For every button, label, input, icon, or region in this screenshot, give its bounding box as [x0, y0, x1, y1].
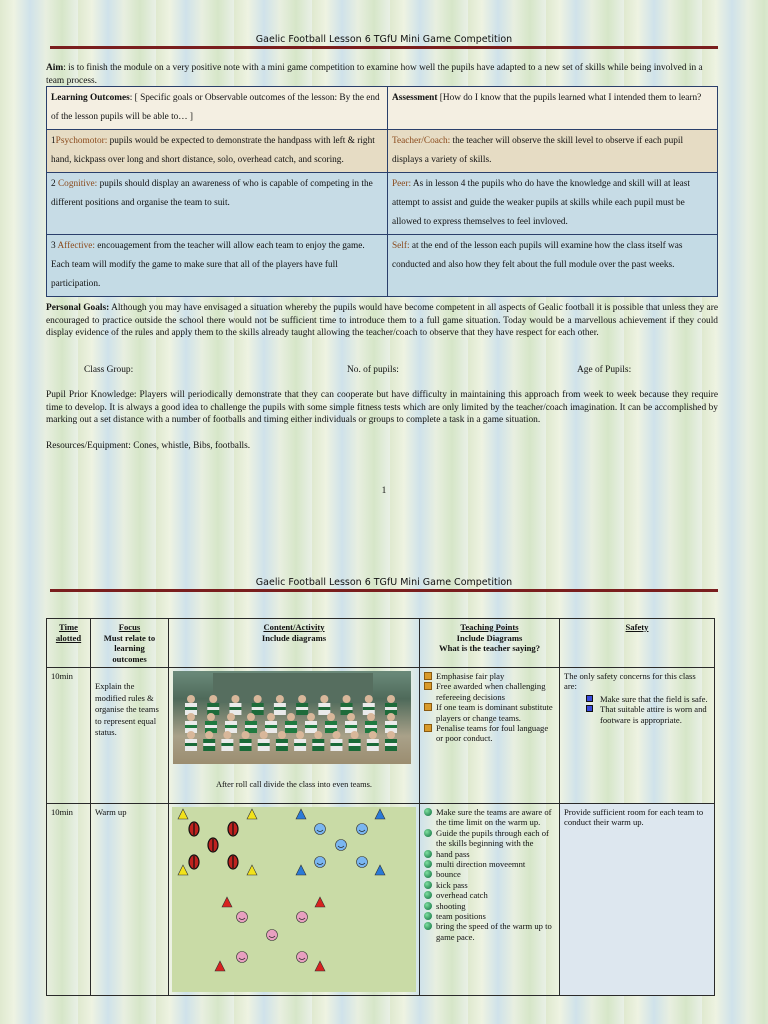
player-head: [387, 731, 395, 739]
cognitive-label: Cognitive:: [57, 179, 98, 189]
row2-tp-text: Make sure the teams are aware of the time limit on the warm up.: [436, 807, 552, 828]
affective-text: encouagement from the teacher will allow each team to enjoy the game. Each team will modify the game to make sure that all of the players have full participation.: [51, 241, 365, 289]
jersey-hoop: [367, 743, 379, 746]
row1-safety-text: That suitable attire is worn and footware is appropriate.: [600, 704, 707, 725]
bullet-ball-icon: [424, 902, 432, 910]
header-teaching: [420, 619, 560, 668]
player-head: [296, 731, 304, 739]
affective-label: Affective:: [57, 241, 95, 251]
player-face-icon: [237, 952, 248, 963]
warmup-field-diagram: [172, 807, 416, 992]
jersey-hoop: [276, 743, 288, 746]
player-head: [247, 713, 255, 721]
lo-label: Learning Outcomes: [51, 93, 130, 103]
header-safety: [560, 619, 715, 668]
player-head: [187, 731, 195, 739]
header-content-2: Include diagrams: [261, 632, 327, 643]
row2-content: [169, 804, 420, 996]
row1-safety-text: Make sure that the field is safe.: [600, 693, 708, 704]
teacher-coach-text: the teacher will observe the skill level to observe if each pupil displays a variety of skills.: [392, 136, 684, 165]
player-head: [387, 713, 395, 721]
player-head: [387, 695, 395, 703]
player-face-icon: [267, 930, 278, 941]
player-head: [223, 731, 231, 739]
row1-safety-item: [586, 704, 710, 725]
row2-tp-item: [424, 921, 555, 942]
bullet-ball-icon: [424, 891, 432, 899]
row1-tp-item: [424, 671, 555, 681]
cognitive-text: pupils should display an awareness of who is capable of competing in the different positions and organise the team to suit.: [51, 179, 373, 208]
yellow-cone-icon: [247, 865, 257, 875]
player-head: [298, 695, 306, 703]
bullet-square-icon: [424, 724, 432, 732]
jersey-hoop: [294, 743, 306, 746]
row1-time: 10min: [47, 668, 91, 804]
row1-content: [169, 668, 420, 804]
cognitive-cell: [47, 173, 388, 235]
jersey-hoop: [274, 707, 286, 710]
team-photo-figures: [173, 671, 411, 764]
teacher-coach-cell: [388, 130, 718, 173]
jersey-hoop: [205, 725, 217, 728]
header-time: [47, 619, 91, 668]
header-teaching-3: What is the teacher saying?: [438, 643, 541, 653]
bullet-blue-square-icon: [586, 705, 593, 712]
row2-tp-item: [424, 849, 555, 859]
player-head: [343, 695, 351, 703]
page-title: Gaelic Football Lesson 6 TGfU Mini Game Competition: [255, 34, 513, 45]
jersey-hoop: [363, 707, 375, 710]
num-pupils-label: No. of pupils:: [347, 365, 399, 375]
jersey-hoop: [185, 743, 197, 746]
jersey-hoop: [185, 725, 197, 728]
player-head: [254, 695, 262, 703]
row2-tp-text: hand pass: [436, 848, 470, 859]
self-label: Self:: [392, 241, 410, 251]
jersey-hoop: [305, 725, 317, 728]
row2-time: 10min: [47, 804, 91, 996]
assessment-cell: [388, 87, 718, 130]
player-head: [227, 713, 235, 721]
jersey-hoop: [312, 743, 324, 746]
row2-safety-text: Provide sufficient room for each team to conduct their warm up.: [564, 807, 704, 828]
yellow-cone-icon: [178, 809, 188, 819]
bullet-square-icon: [424, 682, 432, 690]
jersey-hoop: [385, 707, 397, 710]
player-head: [267, 713, 275, 721]
bullet-ball-icon: [424, 912, 432, 920]
row2-tp-text: Guide the pupils through each of the skills beginning with the: [436, 827, 549, 849]
red-cone-icon: [222, 897, 232, 907]
blue-cone-icon: [375, 809, 385, 819]
row2-safety: [560, 804, 715, 996]
header-focus-3: learning: [114, 643, 145, 653]
player-head: [332, 731, 340, 739]
header-time-2: alotted: [55, 632, 82, 643]
row1-focus: [91, 668, 169, 804]
player-head: [351, 731, 359, 739]
prior-text: Players will periodically demonstrate that they can cooperate but have difficulty in maintaining this approach from week to week because they require time to develop. It is always a good idea to challenge the pupils with some simple fitness tests which are only limited by the teacher/coach imagination. It can be accomplished by marking out a set distance with a number of footballs and timing either individuals or groups to complete a task in a game situation.: [46, 390, 719, 425]
row1-tp-text: Penalise teams for foul language or poor conduct.: [436, 723, 549, 744]
player-face-icon: [357, 824, 368, 835]
jersey-hoop: [207, 707, 219, 710]
player-head: [207, 713, 215, 721]
player-face-icon: [297, 912, 308, 923]
assessment-text: [How do I know that the pupils learned what I intended them to learn?: [437, 93, 702, 103]
teacher-coach-label: Teacher/Coach:: [392, 136, 451, 146]
jersey-hoop: [385, 743, 397, 746]
header-focus-2: Must relate to: [103, 632, 156, 643]
player-face-icon: [336, 840, 347, 851]
age-pupils-label: Age of Pupils:: [577, 365, 632, 375]
player-head: [314, 731, 322, 739]
player-head: [278, 731, 286, 739]
row1-safety-intro: The only safety concerns for this class are:: [564, 671, 696, 692]
resources-equipment: Resources/Equipment: Cones, whistle, Bibs, footballs.: [46, 441, 251, 451]
row2-tp-text: bring the speed of the warm up to game pace.: [436, 921, 552, 942]
row2-tp-item: [424, 828, 555, 849]
header-teaching-1: Teaching Points: [460, 622, 519, 632]
jersey-hoop: [225, 725, 237, 728]
prior-label: Pupil Prior Knowledge:: [46, 390, 137, 400]
header-safety-1: Safety: [625, 622, 649, 632]
page-number: 1: [381, 486, 387, 496]
bullet-square-icon: [424, 672, 432, 680]
row2-teaching: [420, 804, 560, 996]
psychomotor-label: Psychomotor:: [55, 136, 108, 146]
blue-cone-icon: [296, 865, 306, 875]
page2-title: Gaelic Football Lesson 6 TGfU Mini Game Competition: [255, 577, 513, 588]
player-head: [187, 695, 195, 703]
row2-tp-item: [424, 880, 555, 890]
player-head: [242, 731, 250, 739]
row2-tp-text: multi direction moveemnt: [436, 859, 526, 870]
row2-tp-item: [424, 911, 555, 921]
red-cone-icon: [215, 961, 225, 971]
player-head: [260, 731, 268, 739]
row1-safety-list: [586, 694, 710, 725]
team-photo: [173, 671, 411, 764]
psychomotor-text: pupils would be expected to demonstrate the handpass with left & right hand, kickpass over long and short distance, solo, overhead catch, and scoring.: [51, 136, 375, 165]
row1-tp-item: [424, 723, 555, 744]
learning-outcomes-table: [46, 86, 718, 297]
jersey-hoop: [265, 725, 277, 728]
player-head: [327, 713, 335, 721]
jersey-hoop: [385, 725, 397, 728]
learning-outcomes-cell: [47, 87, 388, 130]
row2-tp-text: kick pass: [436, 879, 468, 890]
class-group-label: Class Group:: [84, 365, 134, 375]
player-head: [187, 713, 195, 721]
player-head: [365, 695, 373, 703]
player-head: [307, 713, 315, 721]
player-head: [276, 695, 284, 703]
yellow-cone-icon: [178, 865, 188, 875]
psychomotor-cell: [47, 130, 388, 173]
jersey-hoop: [203, 743, 215, 746]
affective-cell: [47, 235, 388, 297]
red-cone-icon: [315, 897, 325, 907]
player-face-icon: [315, 857, 326, 868]
header-content-1: Content/Activity: [263, 622, 325, 632]
player-head: [205, 731, 213, 739]
row2-tp-text: bounce: [436, 869, 461, 880]
player-face-icon: [357, 857, 368, 868]
jersey-hoop: [240, 743, 252, 746]
row1-teaching: [420, 668, 560, 804]
row1-caption: After roll call divide the class into even teams.: [215, 780, 373, 789]
row2-teaching-list: [424, 807, 555, 942]
row1-safety: [560, 668, 715, 804]
player-face-icon: [237, 912, 248, 923]
player-head: [231, 695, 239, 703]
jersey-hoop: [221, 743, 233, 746]
row2-tp-item: [424, 859, 555, 869]
row2-tp-text: shooting: [436, 900, 466, 911]
jersey-hoop: [285, 725, 297, 728]
player-head: [209, 695, 217, 703]
jersey-hoop: [365, 725, 377, 728]
player-head: [367, 713, 375, 721]
bullet-ball-icon: [424, 881, 432, 889]
bullet-ball-icon: [424, 808, 432, 816]
row1-tp-text: Free awarded when challenging refereeing decisions: [436, 681, 546, 702]
header-time-1: Time: [59, 622, 78, 632]
self-cell: [388, 235, 718, 297]
assessment-label: Assessment: [392, 93, 438, 103]
player-head: [369, 731, 377, 739]
jersey-hoop: [341, 707, 353, 710]
title-rule: [50, 46, 718, 49]
jersey-hoop: [345, 725, 357, 728]
row2-tp-item: [424, 901, 555, 911]
aim-paragraph: [46, 62, 718, 87]
bullet-ball-icon: [424, 850, 432, 858]
affective-number: 3: [51, 241, 58, 251]
header-focus-4: outcomes: [112, 653, 147, 664]
header-focus: [91, 619, 169, 668]
prior-knowledge: [46, 389, 718, 427]
bullet-ball-icon: [424, 860, 432, 868]
row2-tp-item: [424, 807, 555, 828]
row2-tp-text: team positions: [436, 911, 486, 922]
jersey-hoop: [185, 707, 197, 710]
row1-safety-item: [586, 694, 710, 704]
bullet-square-icon: [424, 703, 432, 711]
row1-teaching-list: [424, 671, 555, 744]
player-head: [287, 713, 295, 721]
row1-focus-text: Explain the modified rules & organise the teams to represent equal status.: [95, 681, 159, 737]
jersey-hoop: [296, 707, 308, 710]
header-content: [169, 619, 420, 668]
jersey-hoop: [349, 743, 361, 746]
player-head: [320, 695, 328, 703]
peer-cell: [388, 173, 718, 235]
header-focus-1: Focus: [118, 622, 141, 632]
jersey-hoop: [318, 707, 330, 710]
jersey-hoop: [252, 707, 264, 710]
lo-text: : [ Specific goals or Observable outcomes of the lesson: By the end of the lesson pupils will be able to… ]: [51, 93, 380, 122]
row1-tp-text: Emphasise fair play: [436, 671, 505, 681]
player-face-icon: [297, 952, 308, 963]
row2-tp-text: overhead catch: [436, 890, 488, 901]
goals-label: Personal Goals:: [46, 303, 110, 313]
jersey-hoop: [229, 707, 241, 710]
yellow-cone-icon: [247, 809, 257, 819]
jersey-hoop: [245, 725, 257, 728]
blue-cone-icon: [296, 809, 306, 819]
jersey-hoop: [325, 725, 337, 728]
personal-goals: [46, 302, 718, 340]
bullet-ball-icon: [424, 922, 432, 930]
bullet-blue-square-icon: [586, 695, 593, 702]
jersey-hoop: [330, 743, 342, 746]
row2-tp-item: [424, 890, 555, 900]
row1-tp-item: [424, 681, 555, 702]
player-head: [347, 713, 355, 721]
row1-tp-text: If one team is dominant substitute players or change teams.: [436, 702, 553, 723]
bullet-ball-icon: [424, 829, 432, 837]
row2-focus: Warm up: [91, 804, 169, 996]
row2-tp-item: [424, 869, 555, 879]
psychomotor-number: 1: [51, 136, 56, 146]
jersey-hoop: [258, 743, 270, 746]
header-teaching-2: Include Diagrams: [456, 632, 523, 643]
goals-text: Although you may have envisaged a situation whereby the pupils would have become competent in all aspects of Gealic football it is possible that unless they are encouraged to practice outside the school there would not be sufficient time to introduce them to a full game situation. Today would be a marvellous achievement if they could display evidence of the rules and apply them to the skills already taught allowing the teacher/coach to observe that they have respect for each other.: [46, 303, 718, 338]
aim-text: : is to finish the module on a very positive note with a mini game competition to examine how well the pupils have adapted to a new set of skills while being involved in a team process.: [46, 63, 703, 86]
bullet-ball-icon: [424, 870, 432, 878]
page2-title-rule: [50, 589, 718, 592]
peer-text: As in lesson 4 the pupils who do have the knowledge and skill will at least attempt to assist and guide the weaker pupils at skills while each pupil must be allowed to express themselves to feel invloved.: [392, 179, 690, 227]
aim-label: Aim: [46, 63, 64, 73]
warmup-marks: [178, 809, 385, 971]
players-group: [185, 695, 397, 751]
row1-tp-item: [424, 702, 555, 723]
red-cone-icon: [315, 961, 325, 971]
blue-cone-icon: [375, 865, 385, 875]
lesson-plan-table: [46, 618, 715, 996]
player-face-icon: [315, 824, 326, 835]
self-text: at the end of the lesson each pupils will examine how the class itself was conducted and also how they felt about the full module over the past weeks.: [392, 241, 683, 270]
peer-label: Peer:: [392, 179, 412, 189]
warmup-diagram-svg: [172, 807, 412, 999]
cognitive-number: 2: [51, 179, 58, 189]
